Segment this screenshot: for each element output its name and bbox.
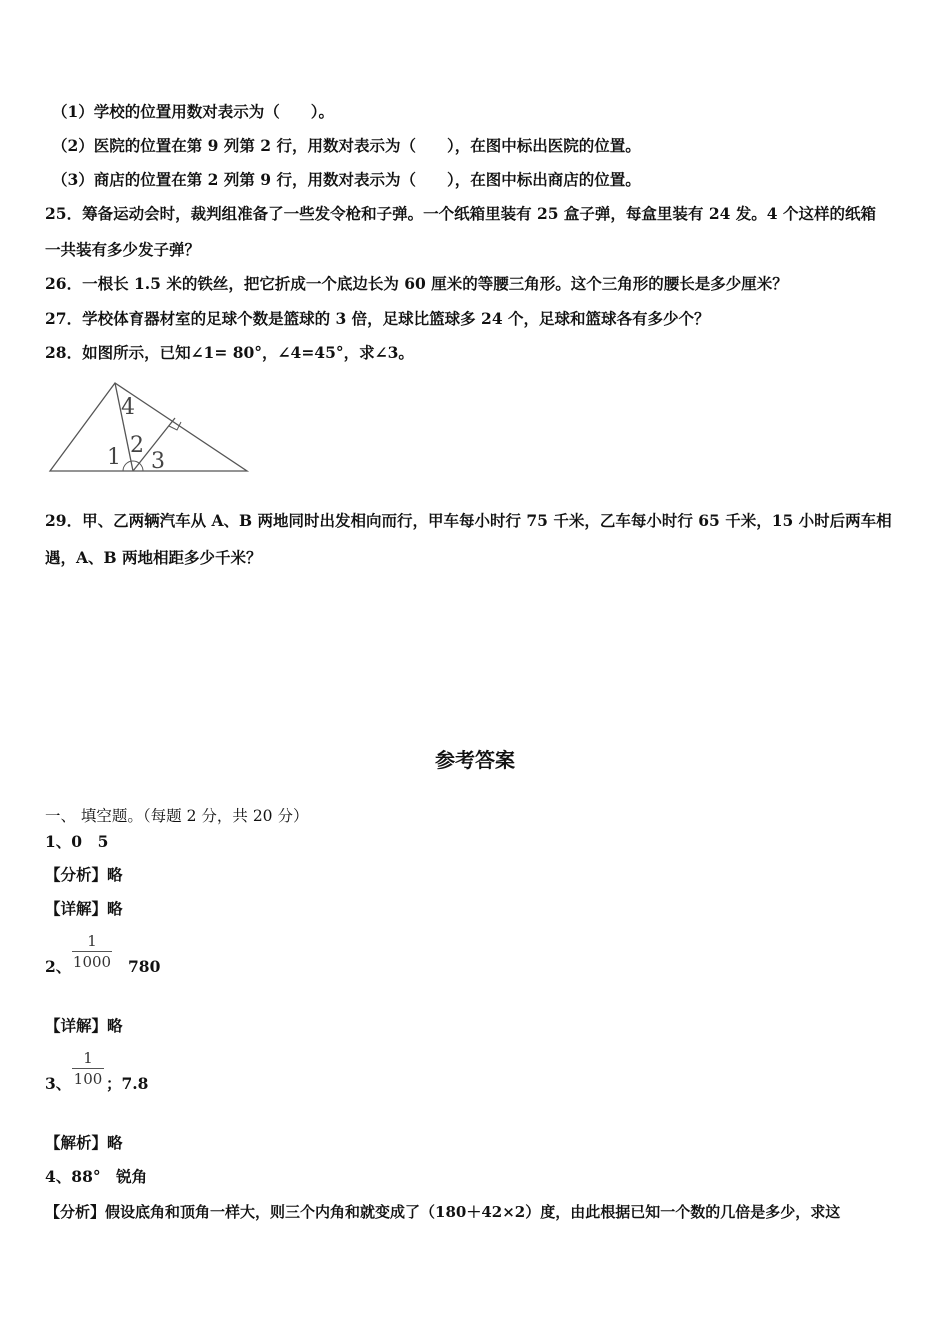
answer-4: 4、88° 锐角: [45, 1167, 148, 1186]
question-24-part-3: （3）商店的位置在第 2 列第 9 行，用数对表示为（ ），在图中标出商店的位置。: [52, 170, 641, 189]
question-29-line-2: 遇，A、B 两地相距多少千米？: [45, 548, 262, 567]
question-25-line-1: 25．筹备运动会时，裁判组准备了一些发令枪和子弹。一个纸箱里装有 25 盒子弹，每盒里装有 24 发。4 个这样的纸箱: [45, 204, 876, 223]
question-29-line-1: 29．甲、乙两辆汽车从 A、B 两地同时出发相向而行，甲车每小时行 75 千米，乙车每小时行 65 千米，15 小时后两车相: [45, 511, 892, 530]
answer-key-title: 参考答案: [435, 748, 515, 772]
answer-3-prefix: 3、: [45, 1074, 72, 1093]
label-1: 1: [107, 445, 121, 470]
answer-2-value: 780: [128, 957, 161, 976]
answer-3-value: ；7.8: [106, 1074, 149, 1093]
fraction-bar: [72, 1068, 104, 1069]
question-27: 27．学校体育器材室的足球个数是篮球的 3 倍，足球比篮球多 24 个，足球和篮球各有多少个？: [45, 309, 710, 328]
question-28: 28．如图所示，已知∠1= 80°，∠4=45°，求∠3。: [45, 343, 414, 362]
answer-2-detail: 【详解】略: [45, 1016, 123, 1035]
question-24-part-2: （2）医院的位置在第 9 列第 2 行，用数对表示为（ ），在图中标出医院的位置。: [52, 136, 641, 155]
answer-2-prefix: 2、: [45, 957, 72, 976]
triangle-figure: [45, 378, 255, 478]
label-2: 2: [130, 433, 144, 458]
answer-section-1-heading: 一、 填空题。（每题 2 分，共 20 分）: [45, 807, 309, 825]
answer-1-detail: 【详解】略: [45, 899, 123, 918]
answer-1-analysis: 【分析】略: [45, 865, 123, 884]
triangle-outline: [50, 383, 247, 471]
answer-2-fraction: [72, 932, 112, 971]
answer-3-fraction: [72, 1049, 104, 1088]
answer-3-denominator: 100: [73, 1070, 103, 1088]
question-26: 26．一根长 1.5 米的铁丝，把它折成一个底边长为 60 厘米的等腰三角形。这个三角形的腰长是多少厘米？: [45, 274, 788, 293]
answer-1: 1、0 5: [45, 832, 109, 851]
question-25-line-2: 一共装有多少发子弹？: [45, 240, 201, 259]
answer-2-numerator: 1: [87, 932, 97, 950]
label-3: 3: [151, 449, 165, 474]
label-4: 4: [121, 395, 135, 420]
question-24-part-1: （1）学校的位置用数对表示为（ ）。: [52, 102, 335, 121]
answer-2-denominator: 1000: [72, 953, 112, 971]
answer-4-analysis: 【分析】假设底角和顶角一样大，则三个内角和就变成了（180＋42×2）度，由此根据已知一个数的几倍是多少，求这: [45, 1203, 841, 1221]
answer-3-numerator: 1: [83, 1049, 93, 1067]
fraction-bar: [72, 951, 112, 952]
answer-3-analysis: 【解析】略: [45, 1133, 123, 1152]
